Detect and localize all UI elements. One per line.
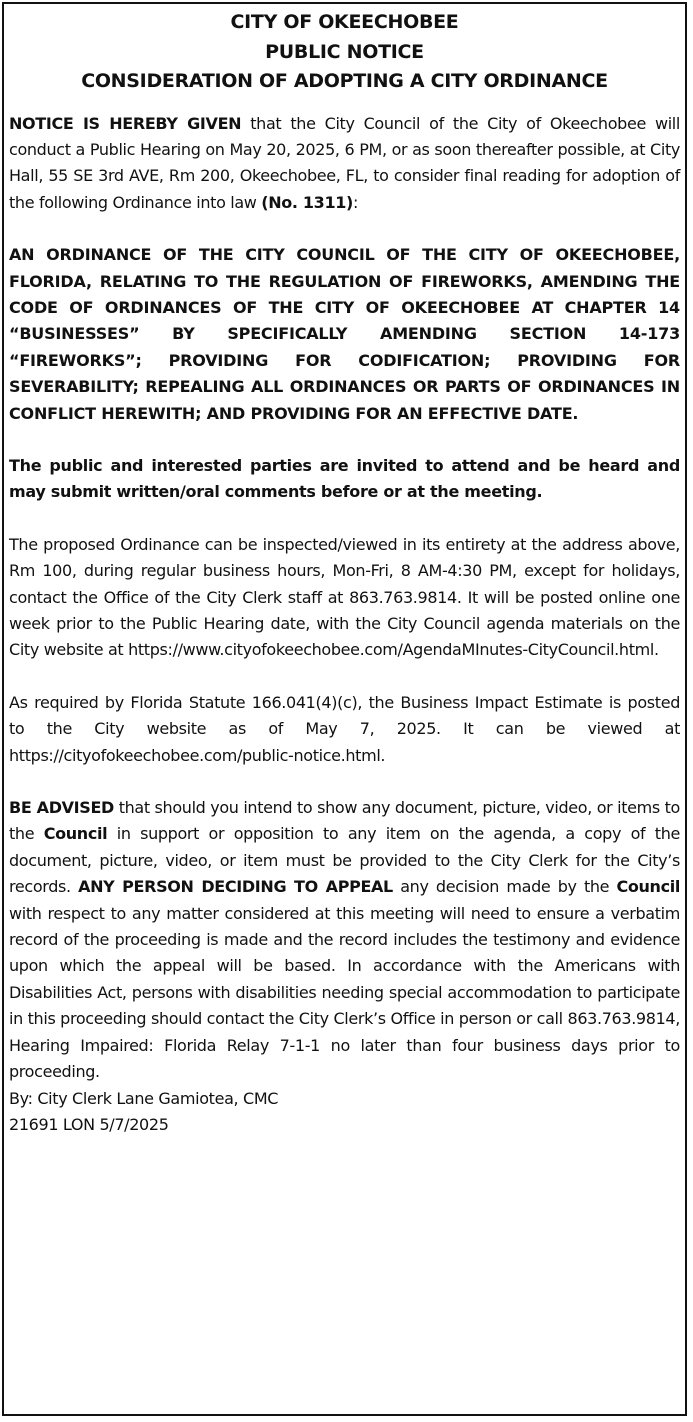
- header-public-notice: PUBLIC NOTICE: [265, 40, 424, 63]
- intro-body: that the City Council of the City of Okeechobee will conduct a Public Hearing on May 20, 2025, 6 PM, or as soon thereafter possible, at City Hall, 55 SE 3rd AVE, Rm 200, Okeechobee, FL, to consider final reading for adoption of the following Ordinance into law: [9, 113, 680, 212]
- advisory-lead: BE ADVISED: [9, 798, 114, 818]
- advisory-appeal: ANY PERSON DECIDING TO APPEAL: [78, 877, 393, 897]
- ordinance-title: AN ORDINANCE OF THE CITY COUNCIL OF THE CITY OF OKEECHOBEE, FLORIDA, RELATING TO THE REGULATION OF FIREWORKS, AMENDING THE CODE OF ORDINANCES OF THE CITY OF OKEECHOBEE AT CHAPTER 14 “BUSINESSES” BY SPECIFICALLY AMENDING SECTION 14-173 “FIREWORKS”; PROVIDING FOR CODIFICATION; PROVIDING FOR SEVERABILITY; REPEALING ALL ORDINANCES OR PARTS OF ORDINANCES IN CONFLICT HEREWITH; AND PROVIDING FOR AN EFFECTIVE DATE.: [9, 245, 680, 423]
- intro-tail: :: [352, 192, 359, 212]
- advisory-part3: any decision made by the: [392, 877, 617, 897]
- reference-number: 21691 LON 5/7/2025: [9, 1114, 169, 1134]
- inspection-body: The proposed Ordinance can be inspected/viewed in its entirety at the address above, Rm 100, during regular business hours, Mon-Fri, 8 AM-4:30 PM, except for holidays, contact the Office of the City Clerk staff at 863.763.9814. It will be posted online one week prior to the Public Hearing date, with the City Council agenda materials on the City website at: [9, 534, 680, 660]
- advisory-council-2: Council: [616, 877, 680, 897]
- inspection-paragraph: [9, 532, 680, 664]
- intro-paragraph: [9, 111, 680, 217]
- ordinance-number: (No. 1311): [261, 192, 353, 212]
- advisory-council-1: Council: [43, 824, 108, 844]
- advisory-part4: with respect to any matter considered at this meeting will need to ensure a verbatim record of the proceeding is made and the record includes the testimony and evidence upon which the appeal will be based. In accordance with the Americans with Disabilities Act, persons with disabilities needing special accommodation to participate in this proceeding should contact the City Clerk’s Office in person or call 863.763.9814, Hearing Impaired: Florida Relay 7-1-1 no later than four business days prior to proceeding.: [9, 903, 680, 1082]
- signature-line: By: City Clerk Lane Gamiotea, CMC: [9, 1088, 279, 1108]
- advisory-paragraph: [9, 795, 680, 1085]
- header-subject: CONSIDERATION OF ADOPTING A CITY ORDINANCE: [81, 70, 608, 92]
- advisory-part2: in support or opposition to any item on the agenda, a copy of the document, picture, video, or item must be provided to the City Clerk for the City’s records.: [9, 824, 680, 897]
- notice-header: [9, 8, 680, 97]
- advisory-part1: that should you intend to show any document, picture, video, or items to the: [9, 798, 680, 844]
- intro-lead: NOTICE IS HEREBY GIVEN: [9, 113, 242, 133]
- header-city: CITY OF OKEECHOBEE: [230, 11, 459, 33]
- statute-paragraph: As required by Florida Statute 166.041(4)(c), the Business Impact Estimate is posted to the City website as of May 7, 2025. It can be viewed at https://cityofokeechobee.com/public-notice.html.: [9, 692, 680, 765]
- public-notice: [2, 2, 687, 1416]
- invitation-paragraph: The public and interested parties are invited to attend and be heard and may submit written/oral comments before or at the meeting.: [9, 455, 680, 502]
- agenda-url: https://www.cityofokeechobee.com/AgendaMInutes-CityCouncil.html.: [128, 640, 659, 660]
